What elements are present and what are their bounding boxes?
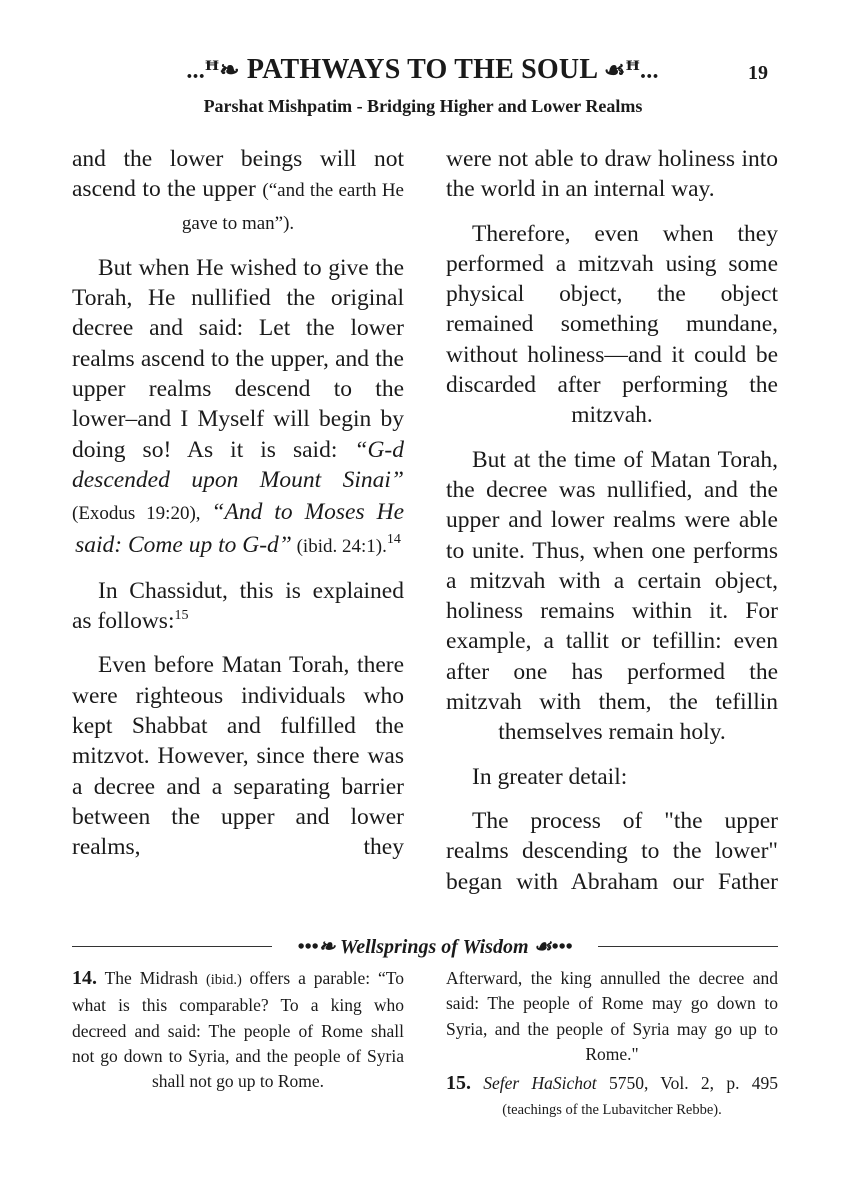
paragraph: Even before Matan Torah, there were righteous individuals who kept Shabbat and fulfilled the mitzvot. However, since there was a decree and a separating barrier between the upper and lower realms, they [72,652,404,861]
text: 5750, Vol. 2, p. 495 [596,1073,778,1094]
quote: “And to Moses He said: Come up to G-d” [75,499,405,558]
paragraph [72,576,404,637]
footnote-ref[interactable]: 15 [174,608,189,624]
paragraph: The process of "the upper realms descending to the lower" began with Abraham our Father [446,807,778,895]
footnote-ref[interactable]: 14 [386,531,401,547]
left-column [72,144,404,877]
ornament-left-icon: •••❧ [297,936,336,958]
quote: “G-d descended upon Mount Sinai” [72,436,404,493]
text-small: (teachings of the Lubavitcher Rebbe). [502,1102,722,1119]
paragraph: But at the time of Matan Torah, the decree was nullified, and the upper and lower realms were able to unite. Thus, when one performs a mitzvah with a certain object, holiness remains within it. For example, a tallit or tefillin: even after one has performed the mitzvah with them, the tefillin themselves remain holy. [446,446,778,746]
wellsprings-label: Wellsprings of Wisdom [339,936,529,958]
footnotes-right [446,966,778,1124]
divider-line [598,946,778,947]
ornament-left-icon: ...ꟸ❧ [186,58,240,84]
text-small: (ibid.) [205,972,242,988]
chapter-subtitle: Parshat Mishpatim - Bridging Higher and Lower Realms [203,96,643,116]
footnote-14-continued: Afterward, the king annulled the decree and said: The people of Rome may go down to Syria, and the people of Syria may go up to Rome." [446,968,778,1064]
text-small: (“and the earth He gave to man”). [181,180,404,234]
divider-label [272,934,598,959]
text: The Midrash [97,968,206,988]
citation: (ibid. 24:1). [291,535,387,557]
divider-line [72,946,272,947]
page-header [0,50,846,94]
paragraph [72,144,404,239]
text: But when He wished to give the Torah, He nullified the original decree and said: Let the lower realms ascend to the upper, and the upper realms descend to the lower–and I Myself will begin by doing so! As it is said: [72,254,404,463]
footnote-number: 15. [446,1072,471,1095]
book-title: PATHWAYS TO THE SOUL [246,54,597,85]
running-title [130,54,715,86]
paragraph: Therefore, even when they performed a mitzvah using some physical object, the object remained something mundane, without holiness—and it could be discarded after performing the mitzvah. [446,220,778,429]
right-column [446,144,778,911]
page-number: 19 [748,62,768,84]
paragraph: were not able to draw holiness into the world in an internal way. [446,146,778,203]
text: and the lower beings will not ascend to the upper [72,146,404,203]
paragraph: In greater detail: [472,763,628,790]
footnote-15 [446,1071,778,1124]
ornament-right-icon: ☙ꟸ... [603,58,659,84]
footnotes-left [72,966,404,1094]
footnote-14 [72,966,404,1094]
text: offers a parable: “To what is this comparable? To a king who decreed and said: The people of Rome shall not go down to Syria, and the people of Syria shall not go up to Rome. [72,968,404,1092]
footnote-number: 14. [72,967,97,989]
book-title: Sefer HaSichot [483,1073,597,1094]
paragraph [72,253,404,562]
citation: (Exodus 19:20), [72,503,212,525]
text: In Chassidut, this is explained as follows: [72,577,404,635]
ornament-right-icon: ☙••• [533,936,573,958]
footnote-divider [72,934,778,958]
